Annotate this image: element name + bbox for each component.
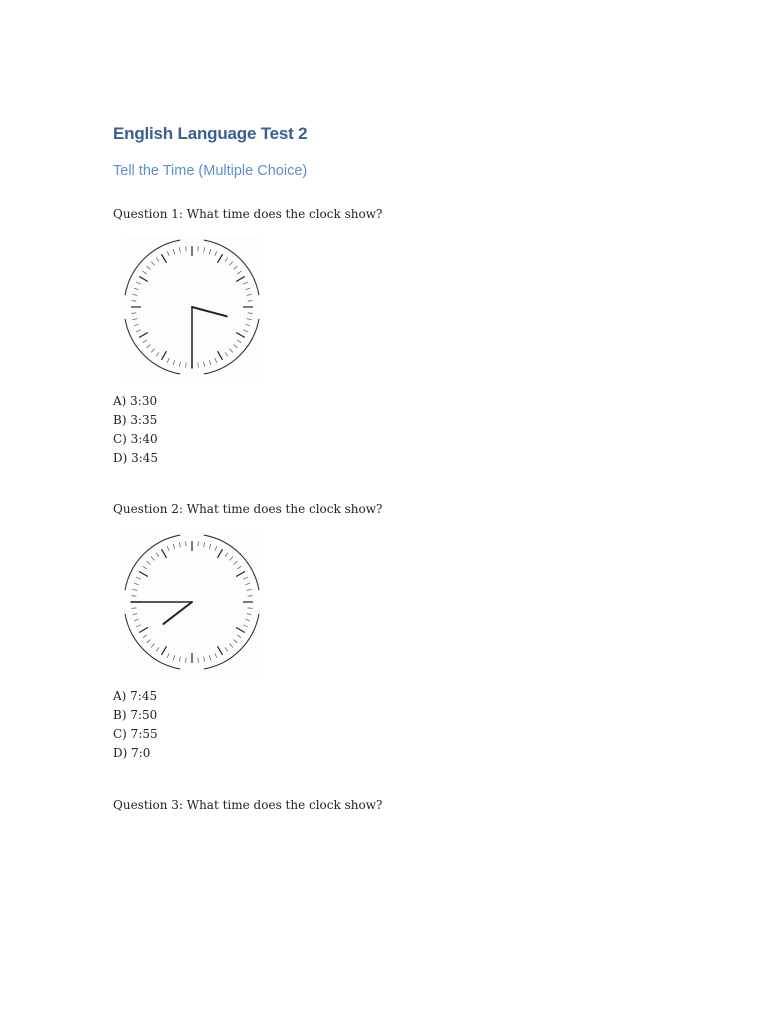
option-a[interactable]: A) 3:30 bbox=[113, 394, 158, 408]
option-c[interactable]: C) 7:55 bbox=[113, 727, 158, 741]
option-d[interactable]: D) 7:0 bbox=[113, 746, 151, 760]
question-3-text: Question 3: What time does the clock show? bbox=[113, 798, 383, 812]
page-title: English Language Test 2 bbox=[113, 124, 308, 143]
option-b[interactable]: B) 3:35 bbox=[113, 413, 158, 427]
option-a[interactable]: A) 7:45 bbox=[113, 689, 158, 703]
option-c[interactable]: C) 3:40 bbox=[113, 432, 158, 446]
option-b[interactable]: B) 7:50 bbox=[113, 708, 158, 722]
question-1-options bbox=[113, 392, 158, 468]
page-subtitle: Tell the Time (Multiple Choice) bbox=[113, 163, 308, 179]
clock-1 bbox=[121, 236, 263, 378]
question-1-text: Question 1: What time does the clock show? bbox=[113, 207, 383, 221]
option-d[interactable]: D) 3:45 bbox=[113, 451, 159, 465]
clock-2 bbox=[121, 531, 263, 673]
question-2-text: Question 2: What time does the clock show? bbox=[113, 502, 383, 516]
question-2-options bbox=[113, 687, 158, 763]
